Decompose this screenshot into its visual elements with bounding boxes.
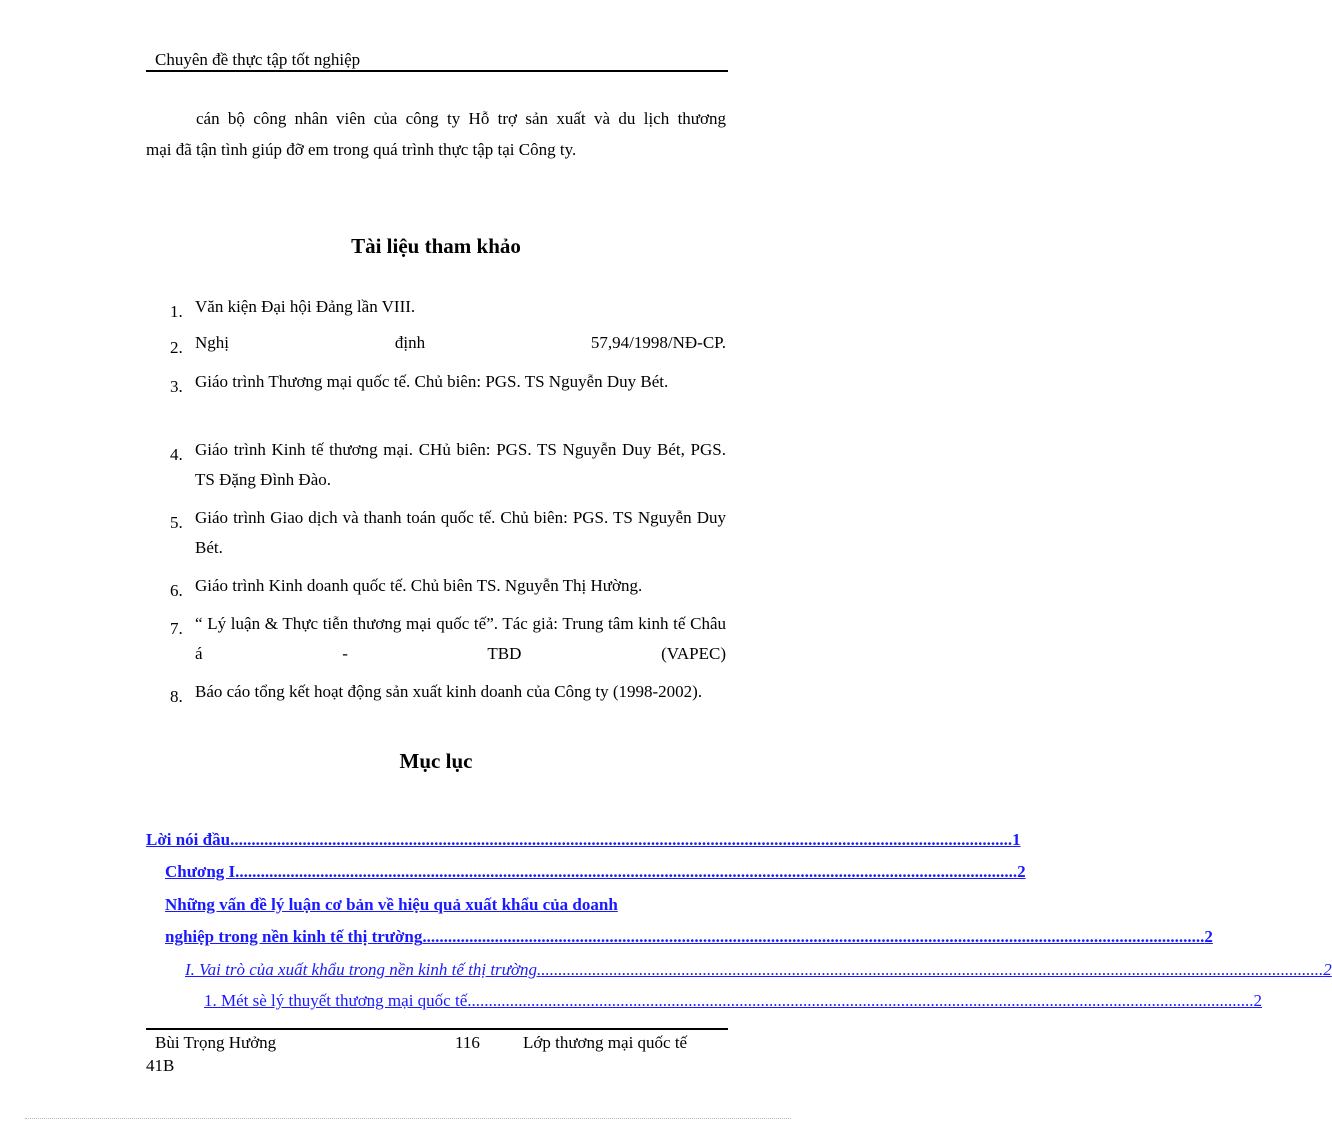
reference-number: 1. xyxy=(170,302,183,321)
footer-class-name: Lớp thương mại quốc tế xyxy=(523,1033,688,1052)
reference-text: Giáo trình Kinh tế thương mại. CHủ biên: PGS. TS Nguyễn Duy Bét, PGS. TS Đặng Đình Đào. xyxy=(195,440,726,489)
reference-text: Báo cáo tổng kết hoạt động sản xuất kinh doanh của Công ty (1998-2002). xyxy=(195,682,703,701)
toc-leader: ........................................................................................................................................................................................ xyxy=(471,991,1254,1010)
intro-line-2: mại đã tận tình giúp đỡ em trong quá trình thực tập tại Công ty. xyxy=(146,140,577,159)
reference-item xyxy=(170,435,726,495)
page-bottom-edge xyxy=(25,1118,791,1119)
toc-entry-page: 2 xyxy=(1204,927,1213,946)
toc-entry-section-1[interactable] xyxy=(185,960,1332,980)
reference-number: 4. xyxy=(170,445,183,464)
references-heading: Tài liệu tham khảo xyxy=(351,234,521,258)
reference-item xyxy=(170,503,726,563)
toc-leader: ........................................................................................................................................................................................ xyxy=(235,862,1018,881)
footer-divider xyxy=(146,1028,728,1030)
footer-class-code: 41B xyxy=(146,1056,175,1075)
reference-item xyxy=(170,292,726,322)
reference-item xyxy=(170,328,726,358)
toc-entry-page: 1 xyxy=(1012,830,1021,849)
toc-entry-subsection-1[interactable] xyxy=(204,991,1262,1011)
toc-entry-preface[interactable] xyxy=(146,830,1021,850)
footer-page-number: 116 xyxy=(455,1033,480,1052)
reference-item xyxy=(170,609,726,669)
toc-entry-chapter-1-title-line-2[interactable] xyxy=(165,927,1213,947)
reference-item xyxy=(170,571,726,601)
reference-number: 2. xyxy=(170,338,183,357)
toc-entry-label: I. Vai trò của xuất khẩu trong nền kinh tế thị trường. xyxy=(185,960,542,979)
toc-entry-label: Lời nói đầu xyxy=(146,830,231,849)
toc-entry-chapter-1[interactable] xyxy=(165,862,1026,882)
reference-number: 7. xyxy=(170,619,183,638)
toc-heading: Mục lục xyxy=(399,749,473,773)
reference-text: Giáo trình Giao dịch và thanh toán quốc tế. Chủ biên: PGS. TS Nguyễn Duy Bét. xyxy=(195,508,726,557)
reference-number: 5. xyxy=(170,513,183,532)
toc-entry-label: Những vấn đề lý luận cơ bản về hiệu quả xuất khẩu của doanh xyxy=(165,895,618,914)
running-header-title: Chuyên đề thực tập tốt nghiệp xyxy=(155,50,361,69)
reference-number: 6. xyxy=(170,581,183,600)
footer-author: Bùi Trọng Hưởng xyxy=(155,1033,277,1052)
toc-leader: ........................................................................................................................................................................................ xyxy=(230,830,1013,849)
toc-entry-page: 2 xyxy=(1253,991,1262,1010)
reference-text: Văn kiện Đại hội Đảng lần VIII. xyxy=(195,297,416,316)
toc-entry-label: 1. Mét sè lý thuyết thương mại quốc tế. xyxy=(204,991,472,1010)
toc-entry-label: nghiệp trong nền kinh tế thị trường xyxy=(165,927,423,946)
toc-leader: ........................................................................................................................................................................................ xyxy=(541,960,1324,979)
toc-leader: ........................................................................................................................................................................................ xyxy=(422,927,1205,946)
reference-number: 8. xyxy=(170,687,183,706)
reference-text: Giáo trình Thương mại quốc tế. Chủ biên: PGS. TS Nguyễn Duy Bét. xyxy=(195,372,669,391)
header-divider xyxy=(146,70,728,72)
reference-item xyxy=(170,367,726,397)
reference-text: Giáo trình Kinh doanh quốc tế. Chủ biên TS. Nguyễn Thị Hường. xyxy=(195,576,643,595)
toc-entry-chapter-1-title-line-1[interactable] xyxy=(165,895,705,915)
intro-paragraph xyxy=(146,103,726,165)
reference-text: “ Lý luận & Thực tiễn thương mại quốc tế”. Tác giả: Trung tâm kinh tế Châu á - TBD (VAPEC) xyxy=(195,614,726,663)
reference-item xyxy=(170,677,726,707)
reference-number: 3. xyxy=(170,377,183,396)
reference-text: Nghị định 57,94/1998/NĐ-CP. xyxy=(195,333,726,352)
toc-entry-page: 2 xyxy=(1323,960,1332,979)
toc-entry-page: 2 xyxy=(1017,862,1026,881)
intro-line-1: cán bộ công nhân viên của công ty Hỗ trợ sản xuất và du lịch thương xyxy=(196,109,726,128)
toc-entry-label: Chương I xyxy=(165,862,236,881)
